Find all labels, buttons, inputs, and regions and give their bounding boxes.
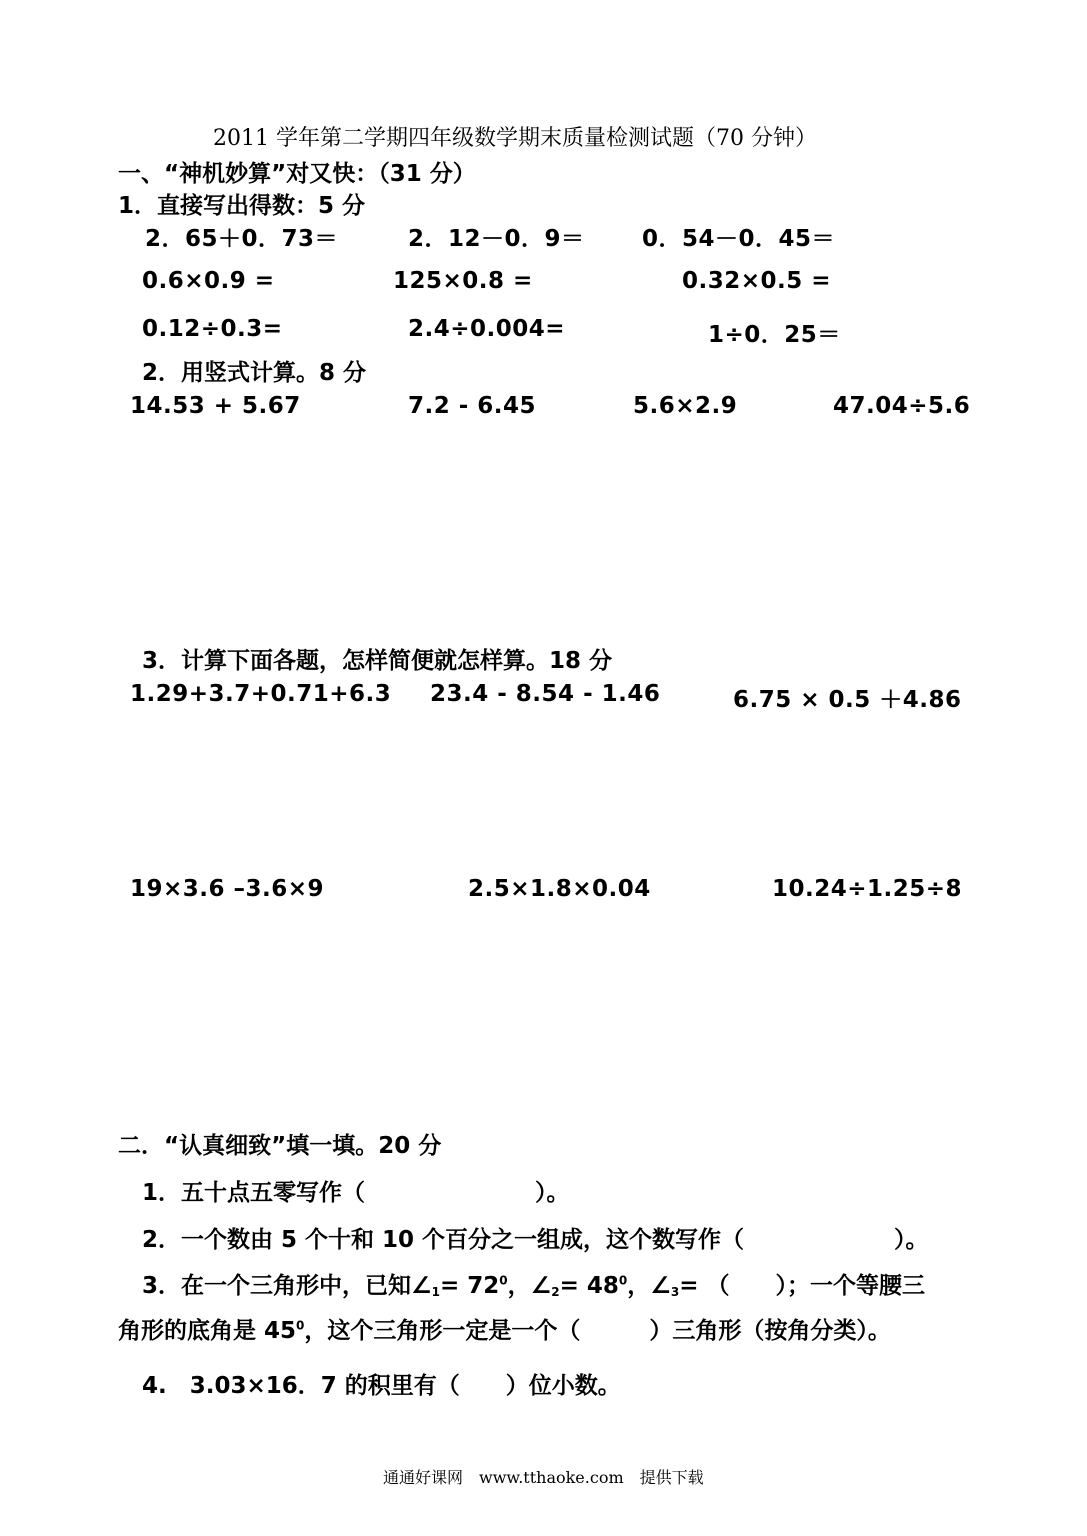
s2-q3-line2 xyxy=(118,1312,891,1345)
page-title: 2011 学年第二学期四年级数学期末质量检测试题（70 分钟） xyxy=(213,126,817,151)
s2-q3-text-b: = 72 xyxy=(439,1273,500,1299)
q1-heading: 1．直接写出得数：5 分 xyxy=(118,193,366,219)
s2-q3-text-g: 角形的底角是 45 xyxy=(118,1318,297,1344)
s2-q3-text-d: = 48 xyxy=(559,1273,619,1299)
q2-expr-3: 5.6×2.9 xyxy=(633,393,738,419)
s2-q1-end: ）。 xyxy=(535,1180,570,1206)
s2-q2-end: ）。 xyxy=(894,1227,929,1253)
angle-3-sub: 3 xyxy=(670,1285,680,1299)
s2-q2 xyxy=(142,1221,929,1254)
s2-q3-text-a: 3．在一个三角形中，已知∠ xyxy=(142,1273,432,1299)
degree-2: 0 xyxy=(618,1273,628,1288)
degree-1: 0 xyxy=(499,1273,508,1288)
s2-q2-text: 2．一个数由 5 个十和 10 个百分之一组成，这个数写作（ xyxy=(142,1227,745,1253)
q1-expr-3-2: 2.4÷0.004= xyxy=(408,316,566,342)
angle-1-sub: 1 xyxy=(431,1285,440,1299)
q1-expr-1-3: 0．54－0．45＝ xyxy=(642,226,836,252)
angle-2-sub: 2 xyxy=(551,1285,560,1299)
q1-expr-3-3: 1÷0．25＝ xyxy=(708,322,841,348)
section2-heading: 二．“认真细致”填一填。20 分 xyxy=(118,1133,442,1159)
q1-expr-1-2: 2．12－0．9＝ xyxy=(408,226,585,252)
s2-q4: 4. 3.03×16．7 的积里有（ ）位小数。 xyxy=(142,1373,621,1399)
q3-heading: 3．计算下面各题，怎样简便就怎样算。18 分 xyxy=(142,648,613,674)
q3-expr-2-3: 10.24÷1.25÷8 xyxy=(772,876,963,902)
q1-expr-1-1: 2．65＋0．73＝ xyxy=(145,226,339,252)
q2-heading: 2．用竖式计算。8 分 xyxy=(142,360,367,386)
q1-expr-2-3: 0.32×0.5 = xyxy=(682,268,832,294)
q2-expr-2: 7.2 - 6.45 xyxy=(408,393,537,419)
s2-q3-text-c: ，∠ xyxy=(507,1273,552,1299)
q2-expr-4: 47.04÷5.6 xyxy=(833,393,971,419)
q2-expr-1: 14.53 + 5.67 xyxy=(130,393,301,419)
q1-expr-3-1: 0.12÷0.3= xyxy=(142,316,283,342)
q1-expr-2-1: 0.6×0.9 = xyxy=(142,268,275,294)
s2-q1 xyxy=(142,1174,570,1207)
q1-expr-2-2: 125×0.8 = xyxy=(393,268,533,294)
s2-q3-text-e: ，∠ xyxy=(627,1273,671,1299)
s2-q3-line1 xyxy=(142,1267,925,1300)
degree-3: 0 xyxy=(296,1318,305,1333)
s2-q3-text-f: = （ ）；一个等腰三 xyxy=(679,1273,926,1299)
q3-expr-1-1: 1.29+3.7+0.71+6.3 xyxy=(130,681,392,707)
q3-expr-1-3: 6.75 × 0.5 ＋4.86 xyxy=(733,687,962,713)
section1-heading: 一、“神机妙算”对又快：（31 分） xyxy=(118,161,476,187)
q3-expr-2-1: 19×3.6 –3.6×9 xyxy=(130,876,325,902)
q3-expr-2-2: 2.5×1.8×0.04 xyxy=(468,876,651,902)
q3-expr-1-2: 23.4 - 8.54 - 1.46 xyxy=(430,681,661,707)
s2-q3-text-h: ，这个三角形一定是一个（ ）三角形（按角分类）。 xyxy=(304,1318,891,1344)
s2-q1-text: 1．五十点五零写作（ xyxy=(142,1180,366,1206)
page-footer: 通通好课网 www.tthaoke.com 提供下载 xyxy=(383,1468,704,1487)
